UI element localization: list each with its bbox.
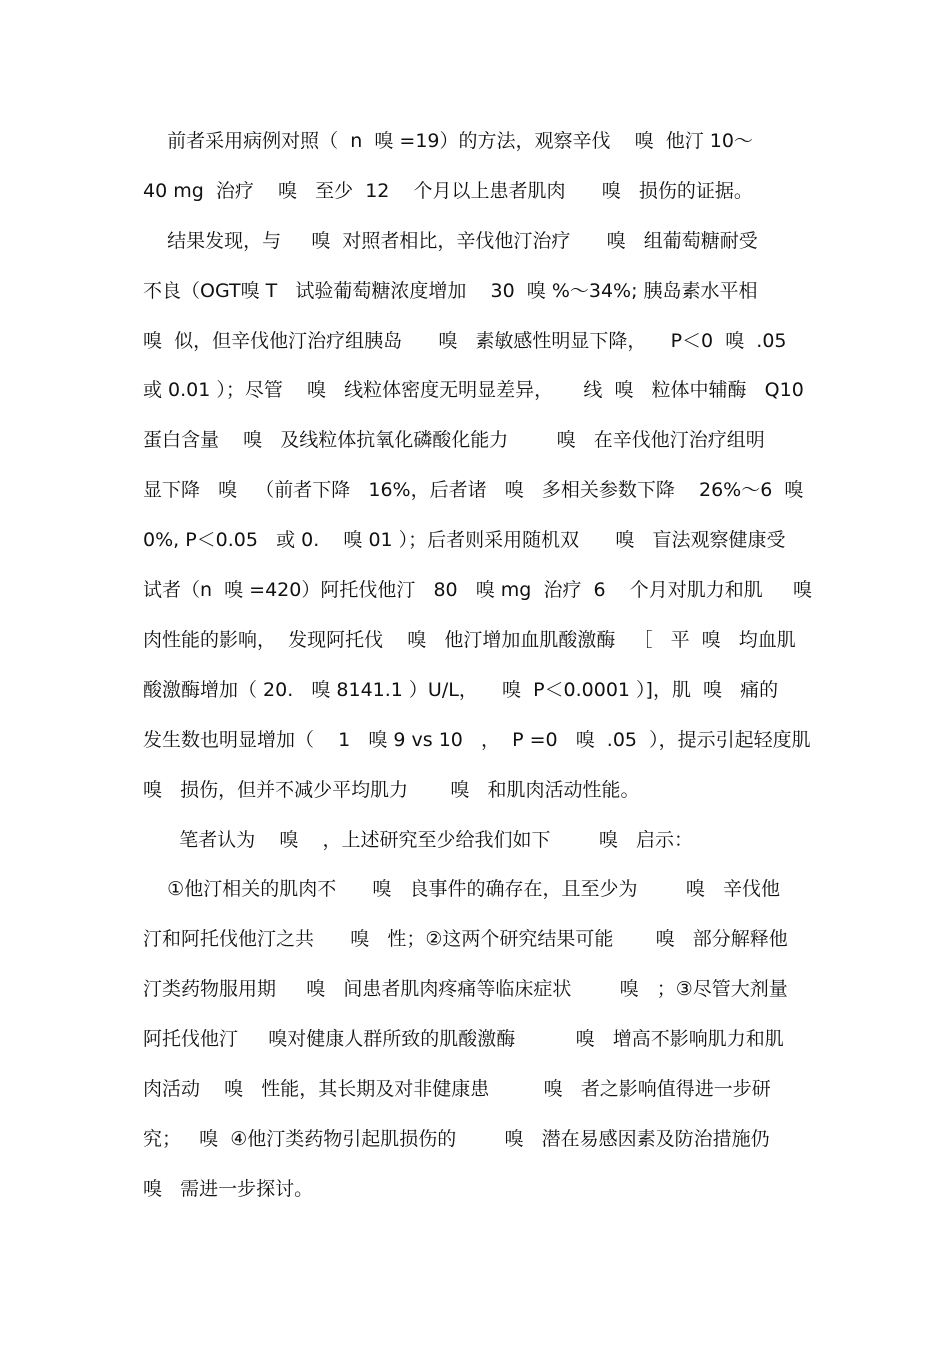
text-line-2: 40 mg 治疗 嗅 至少 12 个月以上患者肌肉 嗅 损伤的证据。 — [143, 180, 753, 202]
text-line-15: 笔者认为 嗅 ，上述研究至少给我们如下 嗅 启示： — [143, 829, 693, 851]
text-line-4: 不良（OGT嗅 T 试验葡萄糖浓度增加 30 嗅 %～34%; 胰岛素水平相 — [143, 280, 758, 302]
text-line-22: 嗅 需进一步探讨。 — [143, 1178, 314, 1200]
text-line-1: 前者采用病例对照（ n 嗅 =19）的方法，观察辛伐 嗅 他汀 10～ — [143, 130, 753, 152]
text-line-21: 究； 嗅 ④他汀类药物引起肌损伤的 嗅 潜在易感因素及防治措施仍 — [143, 1128, 770, 1150]
text-line-3: 结果发现，与 嗅 对照者相比，辛伐他汀治疗 嗅 组葡萄糖耐受 — [143, 230, 758, 252]
text-line-19: 阿托伐他汀 嗅对健康人群所致的肌酸激酶 嗅 增高不影响肌力和肌 — [143, 1028, 784, 1050]
text-line-7: 蛋白含量 嗅 及线粒体抗氧化磷酸化能力 嗅 在辛伐他汀治疗组明 — [143, 429, 765, 451]
text-line-6: 或 0.01 ）；尽管 嗅 线粒体密度无明显差异， 线 嗅 粒体中辅酶 Q10 — [143, 379, 804, 401]
text-line-16: ①他汀相关的肌肉不 嗅 良事件的确存在，且至少为 嗅 辛伐他 — [143, 878, 780, 900]
text-line-12: 酸激酶增加（ 20. 嗅 8141.1 ）U/L， 嗅 P＜0.0001 ）]，肌 嗅 痛的 — [143, 679, 779, 701]
text-line-17: 汀和阿托伐他汀之共 嗅 性；②这两个研究结果可能 嗅 部分解释他 — [143, 928, 788, 950]
text-line-20: 肉活动 嗅 性能，其长期及对非健康患 嗅 者之影响值得进一步研 — [143, 1078, 771, 1100]
text-line-9: 0%, P＜0.05 或 0. 嗅 01 ）；后者则采用随机双 嗅 盲法观察健康受 — [143, 529, 786, 551]
text-line-8: 显下降 嗅 （前者下降 16%，后者诸 嗅 多相关参数下降 26%～6 嗅 — [143, 479, 804, 501]
text-line-10: 试者（n 嗅 =420）阿托伐他汀 80 嗅 mg 治疗 6 个月对肌力和肌 嗅 — [143, 579, 812, 601]
text-line-18: 汀类药物服用期 嗅 间患者肌肉疼痛等临床症状 嗅 ；③尽管大剂量 — [143, 978, 788, 1000]
text-line-5: 嗅 似，但辛伐他汀治疗组胰岛 嗅 素敏感性明显下降， P＜0 嗅 .05 — [143, 330, 787, 352]
text-line-11: 肉性能的影响， 发现阿托伐 嗅 他汀增加血肌酸激酶 ［ 平 嗅 均血肌 — [143, 629, 796, 651]
text-line-14: 嗅 损伤，但并不减少平均肌力 嗅 和肌肉活动性能。 — [143, 779, 640, 801]
text-line-13: 发生数也明显增加（ 1 嗅 9 vs 10 ， P =0 嗅 .05 ），提示引起轻度肌 — [143, 729, 811, 751]
